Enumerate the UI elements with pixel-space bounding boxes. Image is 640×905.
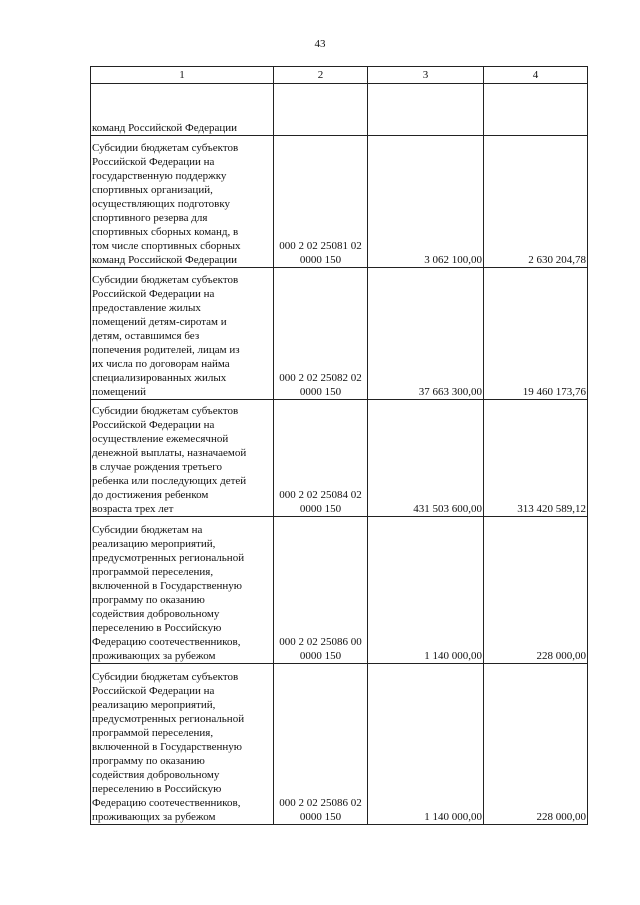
row-value-col3: 1 140 000,00: [368, 664, 484, 825]
row-name: команд Российской Федерации: [91, 84, 274, 136]
row-value-col4: 228 000,00: [484, 517, 588, 664]
row-value-col4: 2 630 204,78: [484, 136, 588, 268]
table-row: [91, 84, 588, 136]
row-value-col3: 3 062 100,00: [368, 136, 484, 268]
table-row: [91, 664, 588, 825]
table-header-row: [91, 67, 588, 84]
row-name: Субсидии бюджетам субъектов Российской Федерации на реализацию мероприятий, предусмотренных региональной программой переселения, включенной в Государственную программу по оказанию содействия добровольному переселению в Российскую Федерацию соотечественников, проживающих за рубежом: [91, 664, 274, 825]
column-header: 1: [91, 67, 274, 84]
row-name: Субсидии бюджетам субъектов Российской Федерации на предоставление жилых помещений детям-сиротам и детям, оставшимся без попечения родителей, лицам из их числа по договорам найма специализированных жилых помещений: [91, 268, 274, 400]
table-row: [91, 517, 588, 664]
row-code: [274, 84, 368, 136]
row-value-col3: [368, 84, 484, 136]
row-code: 000 2 02 25086 00 0000 150: [274, 517, 368, 664]
row-value-col4: 19 460 173,76: [484, 268, 588, 400]
budget-table: [90, 66, 588, 825]
row-value-col4: [484, 84, 588, 136]
row-code: 000 2 02 25082 02 0000 150: [274, 268, 368, 400]
table-row: [91, 136, 588, 268]
row-value-col4: 228 000,00: [484, 664, 588, 825]
column-header: 2: [274, 67, 368, 84]
row-value-col3: 431 503 600,00: [368, 400, 484, 517]
row-value-col4: 313 420 589,12: [484, 400, 588, 517]
table-row: [91, 268, 588, 400]
row-value-col3: 37 663 300,00: [368, 268, 484, 400]
row-name: Субсидии бюджетам субъектов Российской Федерации на государственную поддержку спортивных организаций, осуществляющих подготовку спортивного резерва для спортивных сборных команд, в том числе спортивных сборных команд Российской Федерации: [91, 136, 274, 268]
column-header: 3: [368, 67, 484, 84]
row-code: 000 2 02 25081 02 0000 150: [274, 136, 368, 268]
row-name: Субсидии бюджетам на реализацию мероприятий, предусмотренных региональной программой переселения, включенной в Государственную программу по оказанию содействия добровольному переселению в Российскую Федерацию соотечественников, проживающих за рубежом: [91, 517, 274, 664]
row-value-col3: 1 140 000,00: [368, 517, 484, 664]
row-code: 000 2 02 25084 02 0000 150: [274, 400, 368, 517]
column-header: 4: [484, 67, 588, 84]
row-code: 000 2 02 25086 02 0000 150: [274, 664, 368, 825]
table-row: [91, 400, 588, 517]
page-number: 43: [314, 38, 326, 50]
row-name: Субсидии бюджетам субъектов Российской Федерации на осуществление ежемесячной денежной выплаты, назначаемой в случае рождения третьего ребенка или последующих детей до достижения ребенком возраста трех лет: [91, 400, 274, 517]
